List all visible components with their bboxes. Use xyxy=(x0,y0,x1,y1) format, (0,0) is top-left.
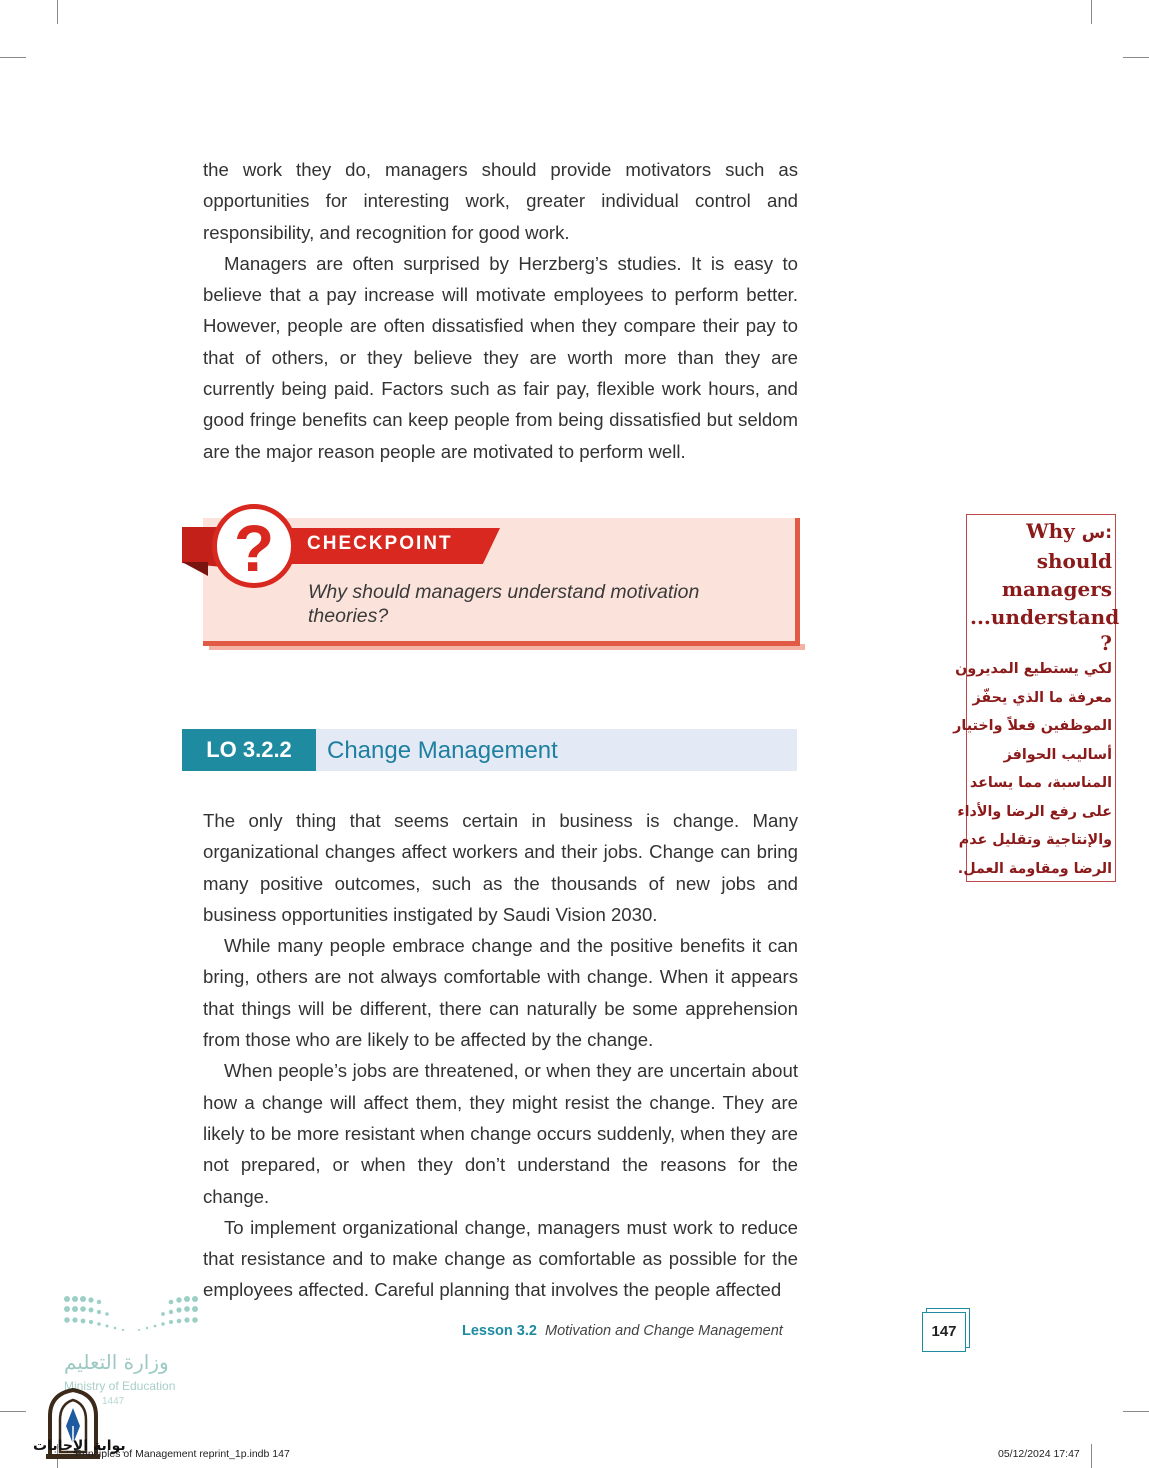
body-text-top xyxy=(203,154,798,467)
section-title: Change Management xyxy=(327,737,558,764)
side-note-arabic-line: المناسبة، مما يساعد xyxy=(969,775,1112,791)
ministry-name-arabic: وزارة التعليم xyxy=(64,1350,169,1374)
paragraph: To implement organizational change, managers must work to reduce that resistance and to make change as comfortable as possible for the employees affected. Careful planning that involves the people affected xyxy=(203,1216,798,1301)
crop-mark xyxy=(0,1411,26,1412)
paragraph: While many people embrace change and the positive benefits it can bring, others are not always comfortable with change. When it appears that things will be different, there can naturally be some apprehension from those who are likely to be affected by the change. xyxy=(203,935,798,1051)
side-note-english-line: ? xyxy=(1100,631,1112,655)
side-note-arabic-line: لكي يستطيع المديرون xyxy=(955,661,1112,677)
checkpoint-question: Why should managers understand motivation theories? xyxy=(308,581,700,627)
ministry-year: 1447 xyxy=(102,1396,125,1407)
print-file-info: Principles of Management reprint_1p.indb 147 xyxy=(75,1448,290,1460)
side-note-english xyxy=(970,517,1120,655)
crop-mark xyxy=(1123,57,1149,58)
paragraph: When people’s jobs are threatened, or when they are uncertain about how a change will affect them, they might resist the change. They are likely to be more resistant when change occurs suddenly, when they are not prepared, or when they don’t understand the reasons for the change. xyxy=(203,1060,798,1207)
print-timestamp: 05/12/2024 17:47 xyxy=(998,1448,1080,1460)
side-note-arabic-line: والإنتاجية وتقليل عدم xyxy=(958,832,1112,848)
body-text-bottom xyxy=(203,805,798,1306)
side-note-arabic-line: أساليب الحوافز xyxy=(1003,746,1112,763)
side-note xyxy=(953,514,1120,882)
side-note-arabic-line: الرضا ومقاومة العمل. xyxy=(957,860,1112,877)
footer-lesson-label: Lesson 3.2 xyxy=(462,1323,537,1339)
side-note-arabic-line: على رفع الرضا والأداء xyxy=(957,803,1112,820)
paragraph: the work they do, managers should provide motivators such as opportunities for interesting work, greater individual control and responsibility, and recognition for good work. xyxy=(203,159,798,243)
paragraph: Managers are often surprised by Herzberg’s studies. It is easy to believe that a pay increase will motivate employees to perform better. However, people are often dissatisfied when they compare their pay to that of others, or they believe they are worth more than they are currently being paid. Factors such as fair pay, flexible work hours, and good fringe benefits can keep people from being dissatisfied but seldom are the major reason people are motivated to perform well. xyxy=(203,252,798,462)
checkpoint-label: CHECKPOINT xyxy=(307,533,453,554)
question-mark-icon: ? xyxy=(212,504,296,588)
side-note-arabic-line: الموظفين فعلاً واختيار xyxy=(953,718,1112,734)
side-note-english-line: Why xyxy=(1026,519,1075,543)
crop-mark xyxy=(1091,1444,1092,1468)
side-note-english-line: managers xyxy=(1001,577,1112,601)
crop-mark xyxy=(1123,1411,1149,1412)
footer-lesson xyxy=(462,1323,783,1339)
side-note-english-line: should xyxy=(1036,549,1112,573)
paragraph: The only thing that seems certain in business is change. Many organizational changes affect workers and their jobs. Change can bring many positive outcomes, such as the thousands of new jobs and business opportunities instigated by Saudi Vision 2030. xyxy=(203,810,798,925)
side-note-prefix: س: xyxy=(1081,523,1112,543)
watermark-text: بوابة الإجابات xyxy=(33,1438,126,1454)
side-note-arabic-line: معرفة ما الذي يحفّز xyxy=(972,689,1112,706)
crop-mark xyxy=(1091,0,1092,24)
crop-mark xyxy=(57,0,58,24)
page-number: 147 xyxy=(922,1312,966,1352)
section-code: LO 3.2.2 xyxy=(182,729,316,771)
crop-mark xyxy=(0,57,26,58)
footer-lesson-title: Motivation and Change Management xyxy=(545,1323,783,1339)
ministry-logo-icon xyxy=(62,1294,200,1338)
side-note-arabic xyxy=(953,655,1112,883)
ministry-name-english: Ministry of Education xyxy=(64,1379,176,1393)
side-note-english-line: ...understand xyxy=(970,605,1120,629)
